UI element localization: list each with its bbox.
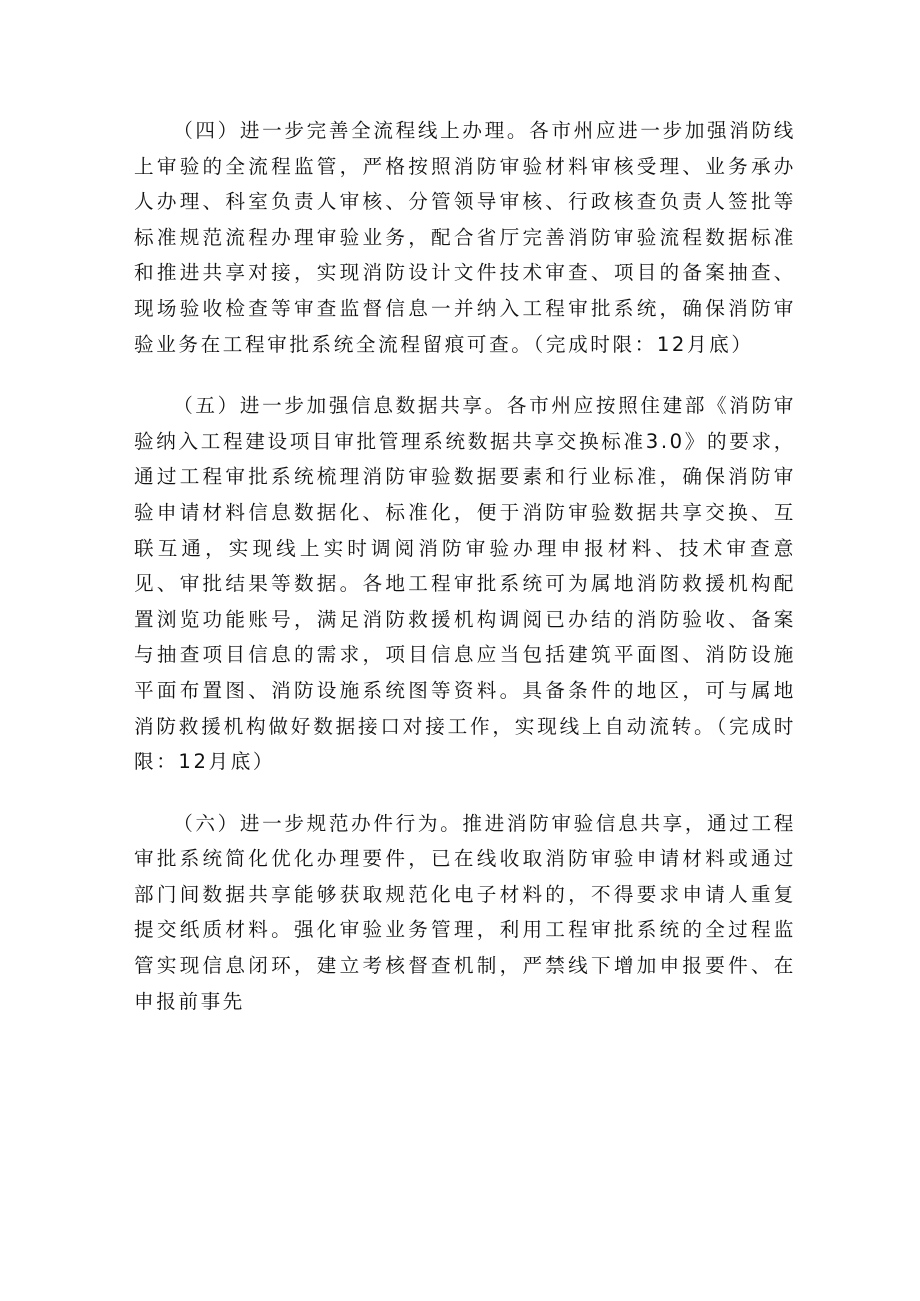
paragraph-4: （四）进一步完善全流程线上办理。各市州应进一步加强消防线上审验的全流程监管，严格按照消防审验材料审核受理、业务承办人办理、科室负责人审核、分管领导审核、行政核查负责人签批等标准规范流程办理审验业务，配合省厅完善消防审验流程数据标准和推进共享对接，实现消防设计文件技术审查、项目的备案抽查、现场验收检查等审查监督信息一并纳入工程审批系统，确保消防审验业务在工程审批系统全流程留痕可查。（完成时限：12月底） <box>134 119 796 356</box>
document-body <box>134 113 796 1019</box>
paragraph-5: （五）进一步加强信息数据共享。各市州应按照住建部《消防审验纳入工程建设项目审批管理系统数据共享交换标准3.0》的要求，通过工程审批系统梳理消防审验数据要素和行业标准，确保消防审验申请材料信息数据化、标准化，便于消防审验数据共享交换、互联互通，实现线上实时调阅消防审验办理申报材料、技术审查意见、审批结果等数据。各地工程审批系统可为属地消防救援机构配置浏览功能账号，满足消防救援机构调阅已办结的消防验收、备案与抽查项目信息的需求，项目信息应当包括建筑平面图、消防设施平面布置图、消防设施系统图等资料。具备条件的地区，可与属地消防救援机构做好数据接口对接工作，实现线上自动流转。（完成时限：12月底） <box>134 394 796 774</box>
paragraph-6: （六）进一步规范办件行为。推进消防审验信息共享，通过工程审批系统简化优化办理要件，已在线收取消防审验申请材料或通过部门间数据共享能够获取规范化电子材料的，不得要求申请人重复提交纸质材料。强化审验业务管理，利用工程审批系统的全过程监管实现信息闭环，建立考核督查机制，严禁线下增加申报要件、在申报前事先 <box>134 811 796 1013</box>
